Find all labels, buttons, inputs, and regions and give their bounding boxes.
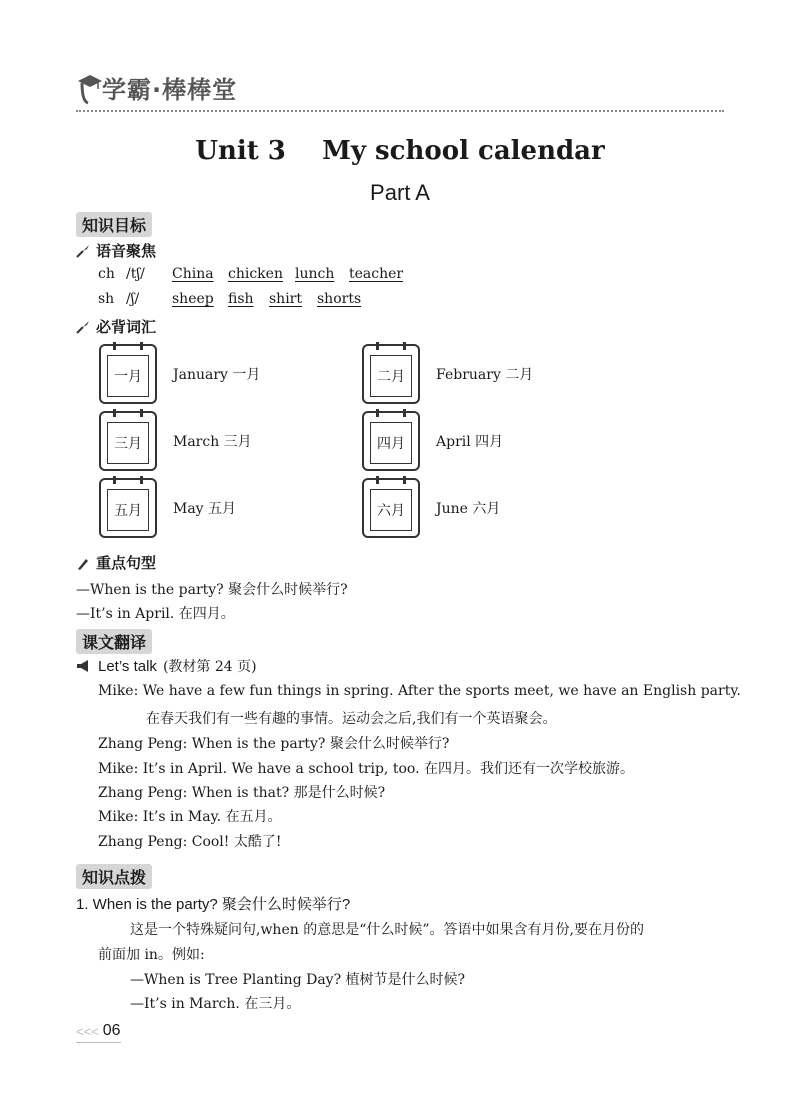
dialogue-line: Mike: We have a few fun things in spring. After the sports meet, we have an English party. [98,683,741,699]
phonics-heading: 语音聚焦 [76,240,156,261]
phonics-word: China [172,266,214,282]
calendar-rings-icon [107,409,149,417]
phonics-word: shirt [269,291,302,307]
page-number: <<< 06 [76,1022,121,1043]
brush-icon [76,244,90,258]
calendar-rings-icon [370,476,412,484]
calendar-card-february: 二月 [362,344,420,404]
phonics-row-ch: ch /tʃ/ China chicken lunch teacher [98,266,404,282]
point-example: —When is Tree Planting Day? 植树节是什么时候? [130,972,466,988]
page-subtitle: Part A [370,180,430,205]
megaphone-icon [76,659,92,673]
talk-heading: Let’s talk (教材第 24 页) [76,656,257,676]
chevrons-icon: <<< [76,1023,99,1039]
header-divider [76,110,724,112]
key-sentence: —It’s in April. 在四月。 [76,606,235,622]
calendar-rings-icon [370,409,412,417]
brand-text: 学霸·棒棒堂 [102,76,238,104]
dialogue-line: 在春天我们有一些有趣的事情。运动会之后,我们有一个英语聚会。 [146,711,557,727]
phonics-word: chicken [228,266,283,282]
vocab-label-june: June 六月 [436,501,501,517]
calendar-card-april: 四月 [362,411,420,471]
page-title: Unit 3 My school calendar [195,136,605,166]
section-translation: 课文翻译 [76,629,152,654]
phonics-word: shorts [317,291,362,307]
calendar-card-march: 三月 [99,411,157,471]
vocab-label-january: January 一月 [173,367,261,383]
calendar-rings-icon [107,342,149,350]
phonics-word: fish [228,291,254,307]
dialogue-line: Zhang Peng: When is the party? 聚会什么时候举行? [98,736,450,752]
calendar-card-january: 一月 [99,344,157,404]
graduation-cap-icon [76,71,102,105]
vocab-label-april: April 四月 [436,434,504,450]
key-sentence: —When is the party? 聚会什么时候举行? [76,582,348,598]
dialogue-line: Mike: It’s in April. We have a school trip, too. 在四月。我们还有一次学校旅游。 [98,761,634,777]
point-body: 这是一个特殊疑问句,when 的意思是“什么时候”。答语中如果含有月份,要在月份的 [130,922,644,938]
dialogue-line: Zhang Peng: Cool! 太酷了! [98,834,282,850]
vocab-label-february: February 二月 [436,367,534,383]
vocab-label-march: March 三月 [173,434,252,450]
brush-icon [76,320,90,334]
phonics-row-sh: sh /ʃ/ sheep fish shirt shorts [98,291,362,307]
calendar-card-may: 五月 [99,478,157,538]
point-body: 前面加 in。例如: [98,947,205,963]
section-goals [76,212,152,237]
vocab-heading: 必背词汇 [76,316,156,337]
pen-icon [76,556,90,570]
dialogue-line: Mike: It’s in May. 在五月。 [98,809,282,825]
section-points: 知识点拨 [76,864,152,889]
brand-logo [76,70,237,105]
phonics-word: lunch [295,266,335,282]
vocab-label-may: May 五月 [173,501,237,517]
point-example: —It’s in March. 在三月。 [130,996,301,1012]
point-title: 1. When is the party? 聚会什么时候举行? [76,896,351,913]
dialogue-line: Zhang Peng: When is that? 那是什么时候? [98,785,386,801]
calendar-rings-icon [370,342,412,350]
calendar-rings-icon [107,476,149,484]
section-tag-goals: 知识目标 [76,212,152,237]
phonics-word: sheep [172,291,214,307]
calendar-card-june: 六月 [362,478,420,538]
phonics-word: teacher [349,266,404,282]
sentence-heading: 重点句型 [76,552,156,573]
